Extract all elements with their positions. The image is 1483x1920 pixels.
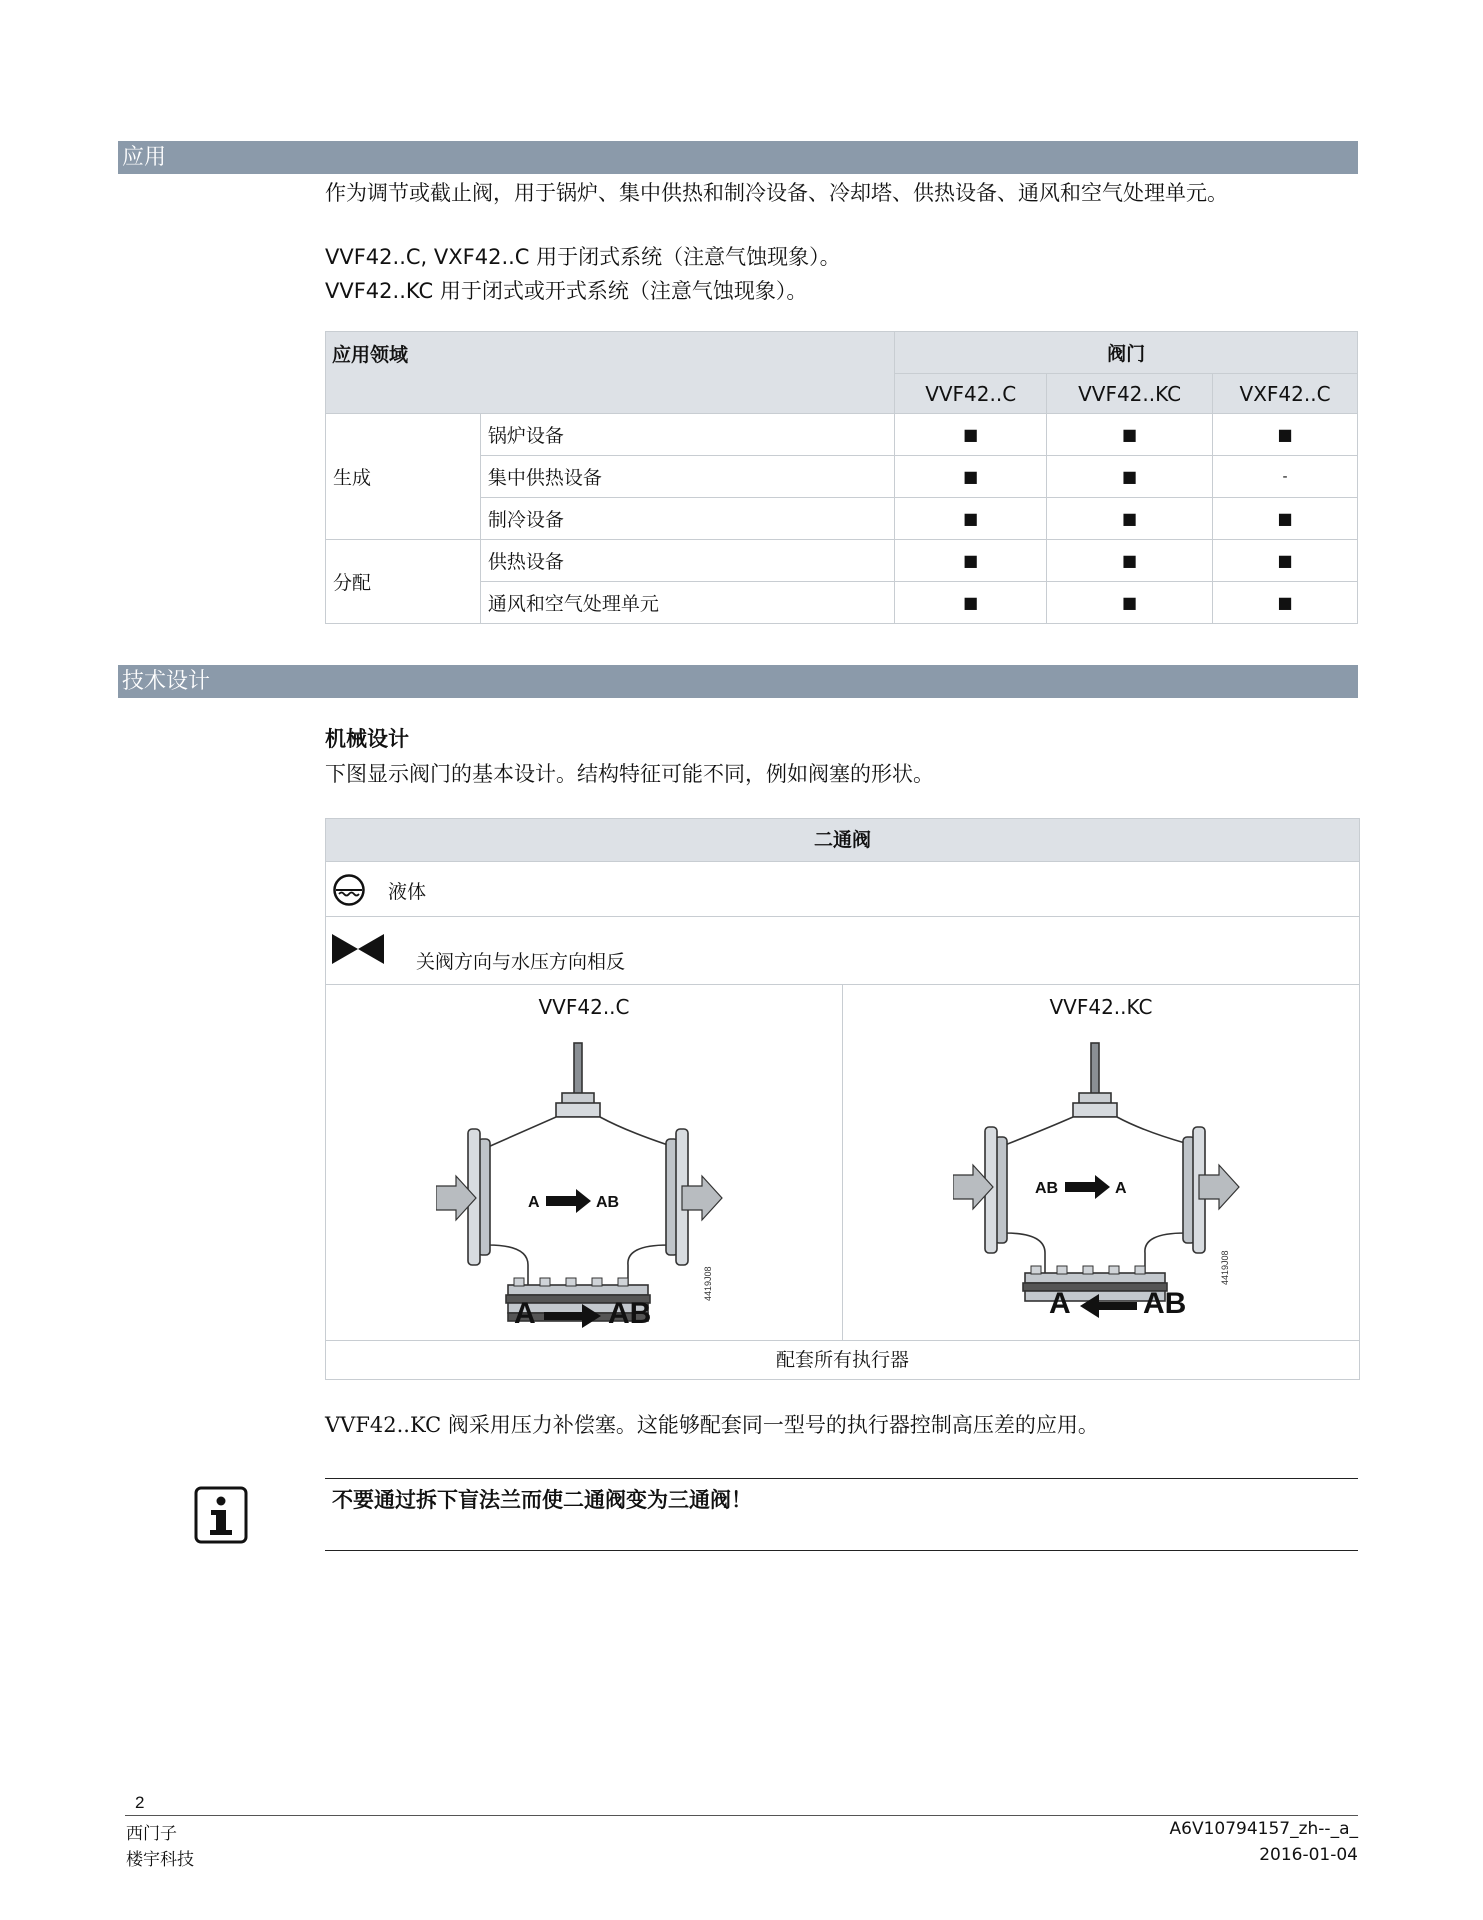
valve-table-header: 二通阀 [326, 819, 1359, 862]
table-row [326, 414, 1358, 456]
model-label: VVF42..C [538, 995, 630, 1019]
mark-cell: ■ [1047, 540, 1213, 582]
group-label: 生成 [326, 414, 481, 540]
bottom-flow-label-to: AB [1143, 1287, 1187, 1320]
application-paragraph-2: VVF42..C, VXF42..C 用于闭式系统（注意气蚀现象）。 [325, 245, 841, 269]
application-paragraph-1: 作为调节或截止阀，用于锅炉、集中供热和制冷设备、冷却塔、供热设备、通风和空气处理单元。 [325, 181, 1228, 205]
flow-arrow-right-icon [544, 1303, 602, 1329]
mark-cell: - [1213, 456, 1358, 498]
group-label: 分配 [326, 540, 481, 624]
mech-design-description: 下图显示阀门的基本设计。结构特征可能不同，例如阀塞的形状。 [325, 762, 934, 786]
inner-to-label: A [1115, 1180, 1127, 1197]
mark-cell: ■ [895, 456, 1047, 498]
mark-cell: ■ [895, 540, 1047, 582]
mark-cell: ■ [1213, 582, 1358, 624]
application-table [325, 331, 1358, 624]
notice-top-rule [325, 1478, 1358, 1479]
inner-to-label: AB [596, 1194, 620, 1211]
mark-cell: ■ [895, 582, 1047, 624]
drawing-code: 4419J08 [1220, 1250, 1230, 1285]
section-header-application: 应用 [118, 141, 1358, 174]
inner-from-label: AB [1035, 1180, 1059, 1197]
mark-cell: ■ [1047, 498, 1213, 540]
diagram-cell-vvf42kc [842, 985, 1359, 1340]
table-row [326, 582, 1358, 624]
bottom-flow-label-from: A [1049, 1287, 1071, 1320]
mark-cell: ■ [1213, 540, 1358, 582]
bottom-flow-label-from: A [514, 1297, 536, 1330]
valve-table-footer: 配套所有执行器 [775, 1349, 909, 1371]
inner-from-label: A [528, 1194, 540, 1211]
table-row [326, 540, 1358, 582]
col-header-area: 应用领域 [326, 332, 895, 414]
footer-rule [125, 1815, 1358, 1816]
mark-cell: ■ [1047, 582, 1213, 624]
application-paragraph-3: VVF42..KC 用于闭式或开式系统（注意气蚀现象）。 [325, 279, 808, 303]
valve-diagrams [326, 985, 1359, 1341]
section-header-tech-design: 技术设计 [118, 665, 1358, 698]
col-header-model: VVF42..C [895, 374, 1047, 414]
valve-diagram-vvf42kc [953, 1033, 1243, 1318]
notice-bottom-rule [325, 1550, 1358, 1551]
table-row [326, 456, 1358, 498]
table-row [326, 498, 1358, 540]
mark-cell: ■ [1047, 414, 1213, 456]
close-direction-label: 关阀方向与水压方向相反 [416, 951, 626, 973]
col-header-model: VVF42..KC [1047, 374, 1213, 414]
fluid-row [326, 862, 1359, 917]
row-label: 制冷设备 [480, 498, 894, 540]
notice-text: 不要通过拆下盲法兰而使二通阀变为三通阀！ [332, 1488, 752, 1512]
col-header-model: VXF42..C [1213, 374, 1358, 414]
footer-date: 2016-01-04 [1259, 1845, 1358, 1865]
bottom-flow-label-to: AB [608, 1297, 652, 1330]
mark-cell: ■ [1047, 456, 1213, 498]
close-direction-row [326, 917, 1359, 985]
info-icon [194, 1486, 248, 1544]
diagram-cell-vvf42c [326, 985, 842, 1340]
footer-company-1: 西门子 [126, 1824, 177, 1844]
fluid-label: 液体 [388, 881, 427, 903]
mark-cell: ■ [1213, 414, 1358, 456]
valve-design-table [325, 818, 1360, 1380]
mark-cell: ■ [1213, 498, 1358, 540]
page-number: 2 [135, 1793, 145, 1812]
row-label: 集中供热设备 [480, 456, 894, 498]
mark-cell: ■ [895, 498, 1047, 540]
mark-cell: ■ [895, 414, 1047, 456]
footer-company-2: 楼宇科技 [126, 1850, 194, 1870]
drawing-code: 4419J08 [703, 1266, 713, 1301]
footer-doc-id: A6V10794157_zh--_a_ [1169, 1819, 1358, 1839]
kc-note-paragraph: VVF42..KC 阀采用压力补偿塞。这能够配套同一型号的执行器控制高压差的应用。 [325, 1413, 1099, 1437]
row-label: 通风和空气处理单元 [480, 582, 894, 624]
col-header-valve: 阀门 [895, 332, 1358, 374]
flow-arrow-left-icon [1079, 1293, 1137, 1319]
row-label: 供热设备 [480, 540, 894, 582]
fluid-icon [332, 873, 366, 907]
mech-design-title: 机械设计 [325, 727, 409, 751]
row-label: 锅炉设备 [480, 414, 894, 456]
valve-bowtie-icon [332, 934, 384, 964]
valve-diagram-vvf42c [436, 1033, 726, 1328]
model-label: VVF42..KC [1049, 995, 1153, 1019]
